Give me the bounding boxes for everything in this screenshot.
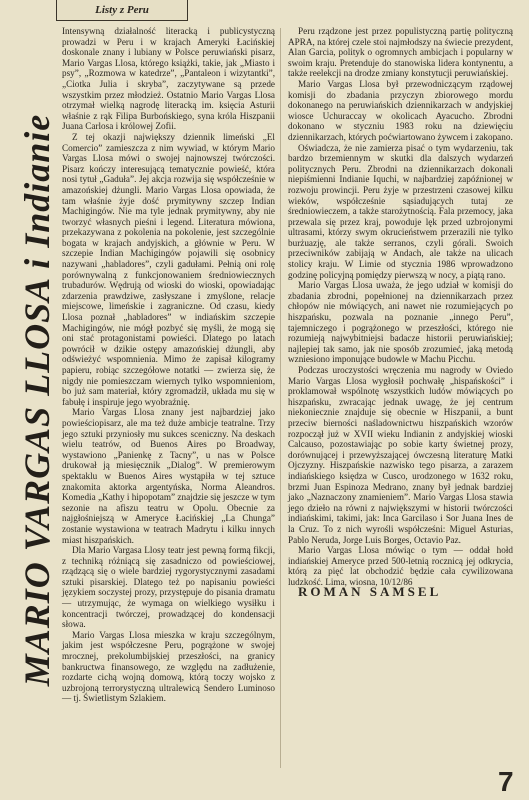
paragraph: Intensywną działalność literacką i publicystyczną prowadzi w Peru i w krajach Ameryki Łacińskiej doskonale znany i lubiany w Polsce peruwiański pisarz, Mario Vargas Llosa, którego książki, takie, jak „Miasto i psy”, „Rozmowa w katedrze”, „Pantaleon i wizytantki”, „Ciotka Julia i skryba”, zaczytywane są przede wszystkim przez młodzież. Ostatnio Mario Vargas Llosa otrzymał wielką nagrodę literacką im. księcia Asturii właśnie z rąk Filipa Burbońskiego, syna króla Hiszpanii Juana Carlosa i królowej Zofii.: [62, 26, 275, 132]
section-label: Listy z Peru: [95, 4, 149, 16]
paragraph: Podczas uroczystości wręczenia mu nagrody w Oviedo Mario Vargas Llosa wygłosił pochwałę „hispańskości” i proklamował wspólnotę wszystkich ludów mówiących po hiszpańsku, zwracając jednak uwagę, że jej centrum niekoniecznie znajduje się obecnie w Hiszpanii, a bunt przeciw bierności naśladownictwu hiszpańskich wzorów rozpoczął już w XVII wieku Indianin z andyjskiej wioski Calcauso, pozostawiając po sobie karty świetnej prozy, dorównującej i przewyższającej ówczesną literaturę Matki Ojczyzny. Hiszpańskie nazwisko tego pisarza, a zarazem indiańskiego księdza w Cusco, urodzonego w 1632 roku, brzmi Juan Espinoza Medrano, znany był jednak bardziej jako „Naznaczony znamieniem”. Mario Vargas Llosa stawia jego dzieło na równi z największymi w historii twórczości indiańskimi, takimi, jak: Inca Garcilaso i Sor Juana Ines de la Cruz. To z nich wyrośli współcześni: Miguel Asturias, Pablo Neruda, Jorge Luis Borges, Octavio Paz.: [288, 365, 513, 545]
paragraph: Mario Vargas Llosa uważa, że jego udział w komisji do zbadania zbrodni, popełnionej na dziennikarzach przez chłopów nie mówiących, ani nawet nie rozumiejących po hiszpańsku, pozwala na poznanie „innego Peru”, tajemniczego i pogrążonego w przeszłości, którego nie rozumieją najwybitniejsi badacze historii peruwiańskiej; najlepiej tak samo, jak nie sposób zrozumieć, jaką metodą wzniesiono imponujące budowle w Machu Picchu.: [288, 280, 513, 365]
paragraph: Peru rządzone jest przez populistyczną partię polityczną APRA, na której czele stoi najmłodszy na świecie prezydent, Alan Garcia, polityk o ogromnych ambicjach i popularny w swoim kraju. Pretenduje do stanowiska lidera kontynentu, a także reelekcji na drodze zmiany konstytucji peruwiańskiej.: [288, 26, 513, 79]
author-byline: ROMAN SAMSEL: [298, 584, 442, 600]
paragraph: Mario Vargas Llosa znany jest najbardziej jako powieściopisarz, ale ma też duże ambicje teatralne. Trzy jego sztuki przyniosły mu sukces sceniczny. Na deskach wielu teatrów, od Buenos Aires po Broadway, wystawiono „Panienkę z Tacny”, u nas w Polsce drukował ją miesięcznik „Dialog”. W premierowym spektaklu w Buenos Aires wystąpiła w tej sztuce znakomita aktorka argentyńska, Norma Aleandros. Komedia „Kathy i hipopotam” znajdzie się jeszcze w tym sezonie na afiszu teatru w Opolu. Obecnie za najgłośniejszą w Ameryce Łacińskiej „La Chunga” zostanie wystawiona w teatrach Madrytu i kilku innych miast hiszpańskich.: [62, 407, 275, 545]
article-title: MARIO VARGAS LLOSA i Indianie: [17, 113, 57, 687]
page-number: 7: [498, 766, 514, 797]
paragraph: Z tej okazji największy dziennik limeński „El Comercio” zamieszcza z nim wywiad, w którym Mario Vargas Llosa mówi o swojej najnowszej twórczości. Pisarz kończy interesującą tematycznie powieść, która nosi tytuł „Gaduła”. Jej akcja rozwija się współcześnie w amazońskiej dżungli. Mario Vargas Llosa opowiada, że tam właśnie żyje dość prymitywny szczep Indian Machigingów. Nie ma tyle jednak prymitywny, aby nie tworzyć własnych pieśni i legend. Literatura mówiona, przekazywana z pokolenia na pokolenie, jest szczególnie bogata w krajach andyjskich, a głównie w Peru. W szczepie Indian Machigingów pojawili się osobnicy nazywani „habladores”, czyli gadułami. Pełnią oni rolę porównywalną z funkcjonowaniem średniowiecznych trubadurów. Wędrują od wioski do wioski, opowiadając zdarzenia prawdziwe, zasłyszane i zmyślone, relacje miejscowe, limeńskie i zagraniczne. Od czasu, kiedy Llosa poznał „habladores” w indiańskim szczepie Machigingów, nie mógł pozbyć się myśli, że mogą się oni stać protagonistami powieści. Dlatego po latach powrócił w dzikie ostępy amazońskiej dżungli, aby odświeżyć wspomnienia. Mimo że zapisał kilogramy papieru, robiąc szczegółowe notatki — zwierza się, że nigdy nie pomieszczam wiernych tylko wspomnieniom, bo już sam materiał, który zgromadził, układa mu się w fabułę i inspiruje jego wyobraźnię.: [62, 131, 275, 407]
paragraph: Mario Vargas Llosa mieszka w kraju szczególnym, jakim jest współczesne Peru, pogrążone w swojej mrocznej, prekolumbijskiej przeszłości, na granicy bankructwa finansowego, ze względu na zadłużenie, rozdarte cichą wojną domową, którą toczy wojsko z uzbrojoną terrorystyczną ultralewicą Sendero Luminoso — tj. Świetlistym Szlakiem.: [62, 629, 275, 704]
column-divider: [280, 28, 281, 768]
paragraph: Dla Mario Vargasa Llosy teatr jest pewną formą fikcji, z techniką różniącą się zasadniczo od powieściowej, rządzącą się o wiele bardziej rygorystycznymi zasadami sztuki pisarskiej. Dlatego też po napisaniu powieści językiem soczystej prozy, przystępuje do pisania dramatu — utrzymując, że wymaga on wielkiego wysiłku i koncentracji twórczej, prowadzącej do kondensacji słowa.: [62, 545, 275, 630]
section-header: [56, 0, 188, 21]
article-column-left: [62, 26, 275, 704]
article-column-right: [288, 26, 513, 598]
paragraph: Oświadcza, że nie zamierza pisać o tym wydarzeniu, tak bardzo brzemiennym w skutki dla dalszych wydarzeń politycznych Peru. Zbrodni na dziennikarzach dokonali niepiśmienni Indianie Iquchi, w najbardziej zapóźnionej w rozwoju prowincji. Peru żyje w przestrzeni czasowej kilku wieków, współcześnie sąsiadujących tutaj ze średniowieczem, a także starożytnością. Fala przemocy, jaka przewala się przez kraj, powoduje lęk przed uzbrojonymi ultrasami, którzy swym okrucieństwem przerazili nie tylko burżuazję, ale także serranos, czyli górali. Swoich przeciwników zabijają w Andach, ale także na ulicach stolicy kraju. W Limie od stycznia 1986 wprowadzono godzinę policyjną pomiędzy pierwszą w nocy, a piątą rano.: [288, 142, 513, 280]
paragraph: Mario Vargas Llosa mówiąc o tym — oddał hołd indiańskiej Ameryce przed 500-letnią rocznicą jej odkrycia, którą za pięć lat obchodzić będzie cała cywilizowana ludzkość. Lima, wiosna, 10/12/86: [288, 545, 513, 587]
article-title-vertical: [12, 70, 62, 730]
paragraph: Mario Vargas Llosa był przewodniczącym rządowej komisji do zbadania przyczyn zbiorowego mordu dokonanego na peruwiańskich dziennikarzach w andyjskiej wiosce Uchuraccay w okolicach Ayacucho. Zbrodni dokonano w styczniu 1983 roku na dziewięciu dziennikarzach, których poćwiartowano żywcem i zakopano.: [288, 78, 513, 142]
